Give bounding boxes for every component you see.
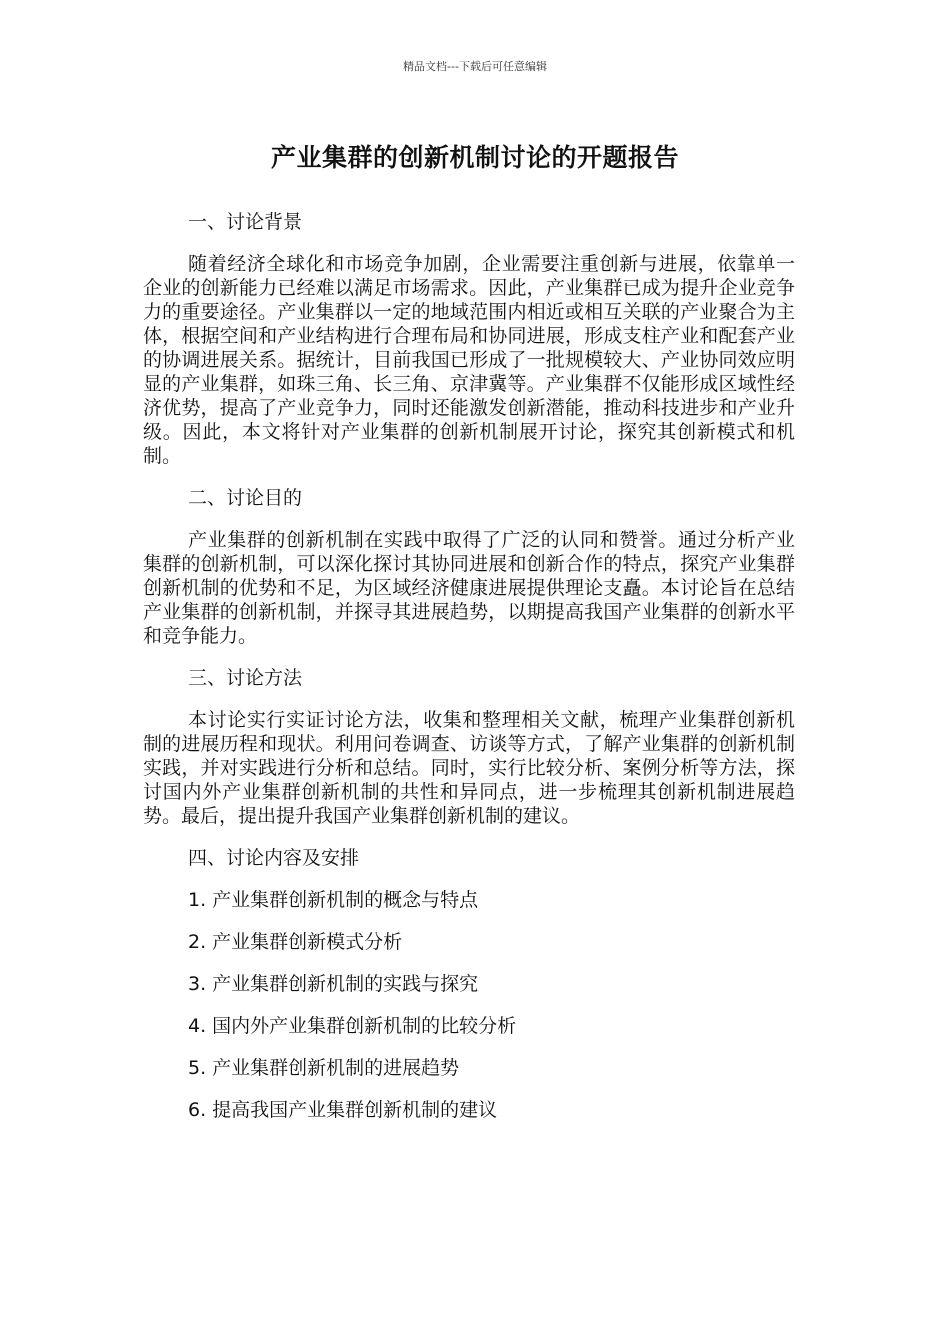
list-item (143, 888, 795, 912)
list-item-number: 3. (188, 973, 207, 995)
document-title: 产业集群的创新机制讨论的开题报告 (270, 143, 679, 172)
section-heading-method: 三、讨论方法 (188, 667, 303, 689)
list-item-text: 产业集群创新机制的实践与探究 (212, 973, 479, 995)
section-paragraph-purpose: 产业集群的创新机制在实践中取得了广泛的认同和赞誉。通过分析产业集群的创新机制，可以深化探讨其协同进展和创新合作的特点，探究产业集群创新机制的优势和不足，为区域经济健康进展提供理论支矗。本讨论旨在总结产业集群的创新机制，并探寻其进展趋势，以期提高我国产业集群的创新水平和竞争能力。 (143, 529, 795, 647)
list-item-text: 国内外产业集群创新机制的比较分析 (212, 1015, 517, 1037)
list-item-number: 2. (188, 931, 207, 953)
list-item-text: 提高我国产业集群创新机制的建议 (212, 1099, 498, 1121)
section-heading-background: 一、讨论背景 (188, 211, 303, 233)
list-item-number: 6. (188, 1099, 207, 1121)
list-item-text: 产业集群创新模式分析 (212, 931, 403, 953)
list-item-number: 5. (188, 1057, 207, 1079)
list-item (143, 1098, 795, 1122)
section-heading-arrangement: 四、讨论内容及安排 (188, 847, 360, 869)
list-item (143, 972, 795, 996)
list-item (143, 1014, 795, 1038)
section-paragraph-background: 随着经济全球化和市场竞争加剧，企业需要注重创新与进展，依靠单一企业的创新能力已经难以满足市场需求。因此，产业集群已成为提升企业竞争力的重要途径。产业集群以一定的地域范围内相近或相互关联的产业聚合为主体，根据空间和产业结构进行合理布局和协同进展，形成支柱产业和配套产业的协调进展关系。据统计，目前我国已形成了一批规模较大、产业协同效应明显的产业集群，如珠三角、长三角、京津冀等。产业集群不仅能形成区域性经济优势，提高了产业竞争力，同时还能激发创新潜能，推动科技进步和产业升级。因此，本文将针对产业集群的创新机制展开讨论，探究其创新模式和机制。 (143, 253, 795, 467)
list-item (143, 1056, 795, 1080)
section-heading-purpose: 二、讨论目的 (188, 487, 303, 509)
section-paragraph-method: 本讨论实行实证讨论方法，收集和整理相关文献，梳理产业集群创新机制的进展历程和现状。利用问卷调查、访谈等方式，了解产业集群的创新机制实践，并对实践进行分析和总结。同时，实行比较分析、案例分析等方法，探讨国内外产业集群创新机制的共性和异同点，进一步梳理其创新机制进展趋势。最后，提出提升我国产业集群创新机制的建议。 (143, 709, 795, 827)
list-item-number: 4. (188, 1015, 207, 1037)
arrangement-list (143, 888, 795, 1122)
document-body (143, 210, 795, 1140)
list-item-text: 产业集群创新机制的进展趋势 (212, 1057, 460, 1079)
header-note: 精品文档---下载后可任意编辑 (403, 60, 547, 73)
list-item-number: 1. (188, 889, 207, 911)
list-item (143, 930, 795, 954)
list-item-text: 产业集群创新机制的概念与特点 (212, 889, 479, 911)
